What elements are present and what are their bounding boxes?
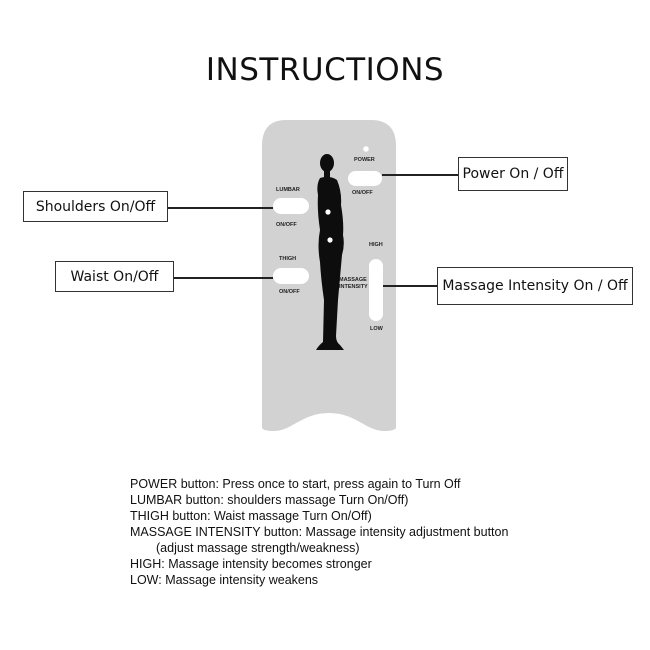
intensity-leader-line [383,285,437,287]
lumbar-onoff-label: ON/OFF [276,222,297,228]
massage-label: MASSAGE [339,277,367,283]
waist-leader-line [174,277,273,279]
shoulder-point-icon [325,209,330,214]
power-label: POWER [354,157,375,163]
power-indicator-icon [363,146,369,152]
waist-callout: Waist On/Off [55,261,174,292]
intensity-callout: Massage Intensity On / Off [437,267,633,305]
thigh-button [273,268,309,284]
instruction-line: LOW: Massage intensity weakens [130,573,319,587]
thigh-onoff-label: ON/OFF [279,289,300,295]
intensity-label: INTENSITY [339,284,368,290]
instruction-line: POWER button: Press once to start, press again to Turn Off [130,477,461,491]
low-label: LOW [370,326,383,332]
lumbar-button [273,198,309,214]
instructions-text [130,476,610,588]
thigh-label: THIGH [279,256,297,262]
lumbar-label: LUMBAR [276,187,300,193]
instruction-line: MASSAGE INTENSITY button: Massage intensity adjustment button [130,525,509,539]
instruction-line: THIGH button: Waist massage Turn On/Off) [130,509,372,523]
power-onoff-label: ON/OFF [352,190,373,196]
instruction-line: (adjust massage strength/weakness) [156,541,360,555]
power-leader-line [382,174,458,176]
page-title: INSTRUCTIONS [205,52,445,88]
power-button [348,171,382,186]
high-label: HIGH [369,242,383,248]
power-callout: Power On / Off [458,157,568,191]
shoulders-callout: Shoulders On/Off [23,191,168,222]
instruction-line: LUMBAR button: shoulders massage Turn On/Off) [130,493,409,507]
instruction-line: HIGH: Massage intensity becomes stronger [130,557,372,571]
shoulders-leader-line [168,207,273,209]
waist-point-icon [327,237,332,242]
intensity-slider [369,259,383,321]
